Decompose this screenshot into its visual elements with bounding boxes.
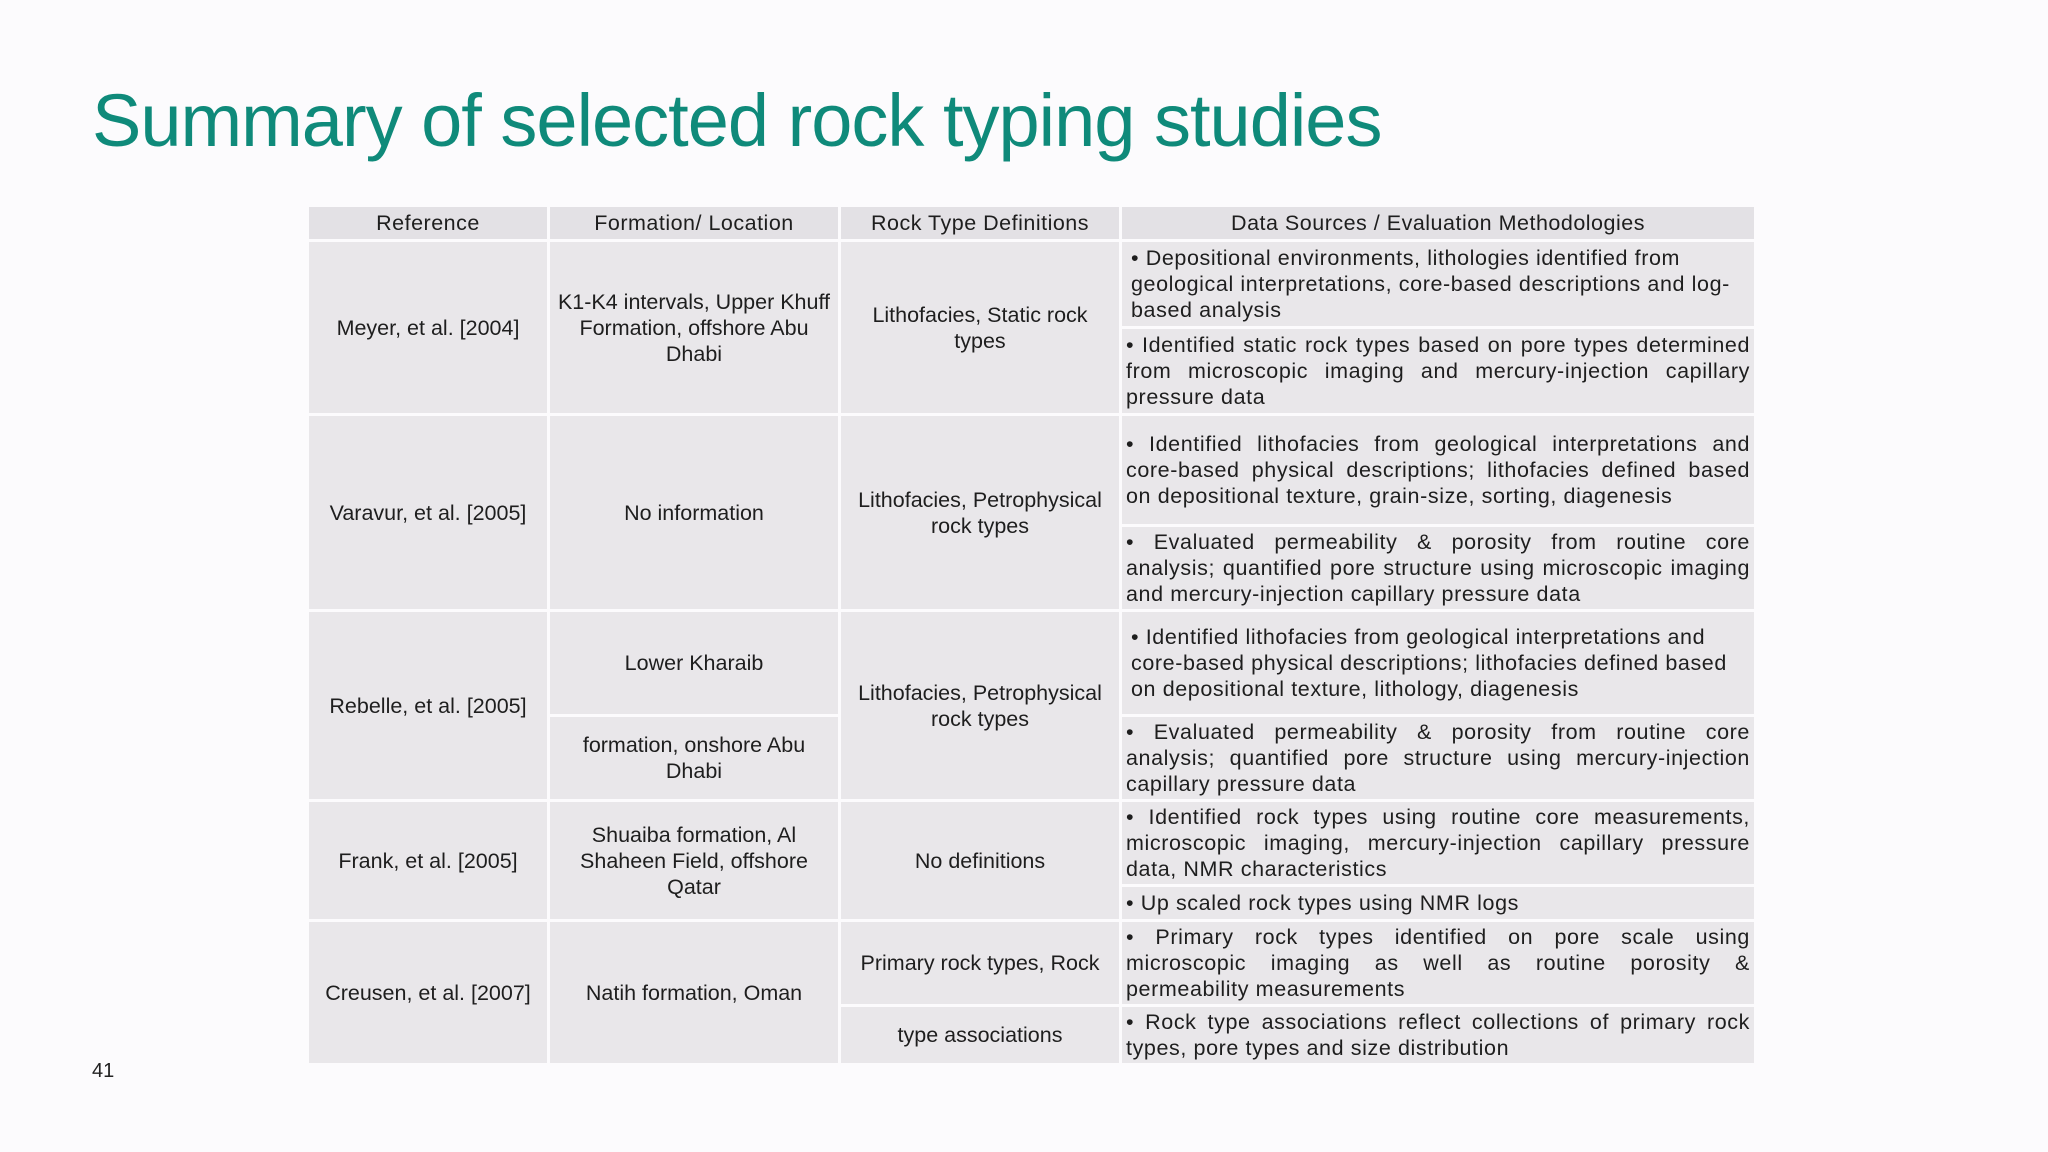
method-cell: • Rock type associations reflect collections of primary rock types, pore types and size distribution [1122, 1007, 1754, 1063]
table-row [309, 416, 1754, 524]
definitions-cell: type associations [841, 1007, 1119, 1063]
method-cell: • Up scaled rock types using NMR logs [1122, 887, 1754, 919]
formation-cell: formation, onshore Abu Dhabi [550, 717, 838, 799]
reference-cell: Creusen, et al. [2007] [309, 922, 547, 1063]
method-cell: • Evaluated permeability & porosity from routine core analysis; quantified pore structure using mercury-injection capillary pressure data [1122, 717, 1754, 799]
definitions-cell: Lithofacies, Petrophysical rock types [841, 612, 1119, 799]
table-row [309, 922, 1754, 1004]
method-cell: • Identified static rock types based on pore types determined from microscopic imaging and mercury-injection capillary pressure data [1122, 329, 1754, 413]
formation-cell: Natih formation, Oman [550, 922, 838, 1063]
table-header-row [309, 207, 1754, 239]
definitions-cell: Primary rock types, Rock [841, 922, 1119, 1004]
table-row [309, 612, 1754, 714]
method-cell: • Identified lithofacies from geological interpretations and core-based physical descriptions; lithofacies defined based on depositional texture, lithology, diagenesis [1122, 612, 1754, 714]
formation-cell: Shuaiba formation, Al Shaheen Field, offshore Qatar [550, 802, 838, 919]
header-rock-type-definitions: Rock Type Definitions [841, 207, 1119, 239]
header-formation-location: Formation/ Location [550, 207, 838, 239]
method-cell: • Depositional environments, lithologies identified from geological interpretations, core-based descriptions and log-based analysis [1122, 242, 1754, 326]
formation-cell: No information [550, 416, 838, 609]
page-number: 41 [92, 1060, 115, 1082]
definitions-cell: Lithofacies, Petrophysical rock types [841, 416, 1119, 609]
method-cell: • Identified lithofacies from geological interpretations and core-based physical descriptions; lithofacies defined based on depositional texture, grain-size, sorting, diagenesis [1122, 416, 1754, 524]
formation-cell: Lower Kharaib [550, 612, 838, 714]
reference-cell: Varavur, et al. [2005] [309, 416, 547, 609]
header-reference: Reference [309, 207, 547, 239]
table-row [309, 242, 1754, 326]
rock-typing-studies-table [306, 204, 1757, 1066]
method-cell: • Identified rock types using routine core measurements, microscopic imaging, mercury-injection capillary pressure data, NMR characteristics [1122, 802, 1754, 884]
formation-cell: K1-K4 intervals, Upper Khuff Formation, offshore Abu Dhabi [550, 242, 838, 413]
definitions-cell: No definitions [841, 802, 1119, 919]
definitions-cell: Lithofacies, Static rock types [841, 242, 1119, 413]
header-data-sources-methodologies: Data Sources / Evaluation Methodologies [1122, 207, 1754, 239]
reference-cell: Meyer, et al. [2004] [309, 242, 547, 413]
table-row [309, 802, 1754, 884]
reference-cell: Frank, et al. [2005] [309, 802, 547, 919]
reference-cell: Rebelle, et al. [2005] [309, 612, 547, 799]
method-cell: • Evaluated permeability & porosity from routine core analysis; quantified pore structure using microscopic imaging and mercury-injection capillary pressure data [1122, 527, 1754, 609]
slide-title: Summary of selected rock typing studies [92, 79, 1382, 162]
method-cell: • Primary rock types identified on pore scale using microscopic imaging as well as routine porosity & permeability measurements [1122, 922, 1754, 1004]
